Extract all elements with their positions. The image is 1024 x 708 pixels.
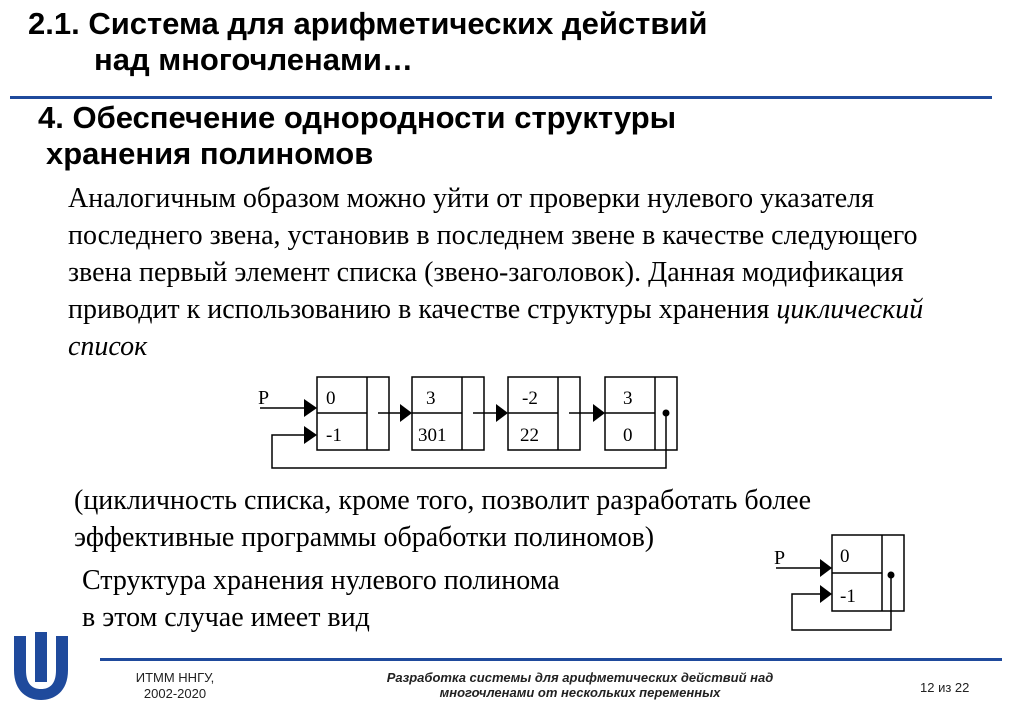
slide-title (28, 6, 708, 78)
section-title-line1: 4. Обеспечение однородности структуры (38, 100, 677, 135)
paragraph-cyclic-benefit: (цикличность списка, кроме того, позволит разработать более эффективные программы обработки полиномов) (74, 485, 812, 553)
paragraph-cyclic-list-text: Аналогичным образом можно уйти от проверки нулевого указателя последнего звена, установив в последнем звене в качестве следующего звена первый элемент списка (звено-заголовок). Данная модификация приводит к использованию в качестве структуры хранения (68, 183, 918, 325)
page-number: 12 из 22 (920, 680, 970, 695)
pointer-label: P (258, 387, 270, 409)
paragraph-cyclic-list-emphasis: циклический список (68, 294, 924, 362)
node-bottom-value: 301 (418, 425, 447, 446)
node-bottom-value: 0 (623, 425, 633, 446)
node-bottom-value: 22 (520, 425, 539, 446)
section-title-line2: хранения полиномов (46, 136, 374, 171)
zero-polynomial-diagram (768, 530, 918, 635)
title-divider (10, 96, 992, 99)
paragraph-zero-polynomial-line1: Структура хранения нулевого полинома (82, 565, 560, 596)
footer-course-line2: многочленами от нескольких переменных (439, 685, 721, 700)
footer-divider (100, 658, 1002, 661)
node-top-value: -2 (522, 388, 538, 409)
pointer-label: P (774, 547, 786, 569)
paragraph-zero-polynomial (82, 562, 682, 636)
paragraph-zero-polynomial-line2: в этом случае имеет вид (82, 602, 370, 633)
node-bottom-value: -1 (840, 586, 856, 607)
footer-organization (110, 670, 240, 702)
footer-course-title (330, 670, 830, 700)
node-top-value: 0 (326, 388, 336, 409)
footer-course-line1: Разработка системы для арифметических действий над (386, 670, 774, 685)
node-top-value: 3 (426, 388, 436, 409)
university-logo (6, 626, 76, 702)
node-top-value: 3 (623, 388, 633, 409)
node-top-value: 0 (840, 546, 850, 567)
paragraph-cyclic-list (68, 180, 928, 365)
slide-title-line1: 2.1. Система для арифметических действий (28, 6, 708, 41)
section-title (38, 100, 676, 172)
footer-org-line2: 2002-2020 (143, 686, 207, 701)
footer-org-line1: ИТММ ННГУ, (135, 670, 215, 685)
node-bottom-value: -1 (326, 425, 342, 446)
cyclic-list-diagram (250, 370, 690, 475)
slide-title-line2: над многочленами… (94, 42, 413, 77)
